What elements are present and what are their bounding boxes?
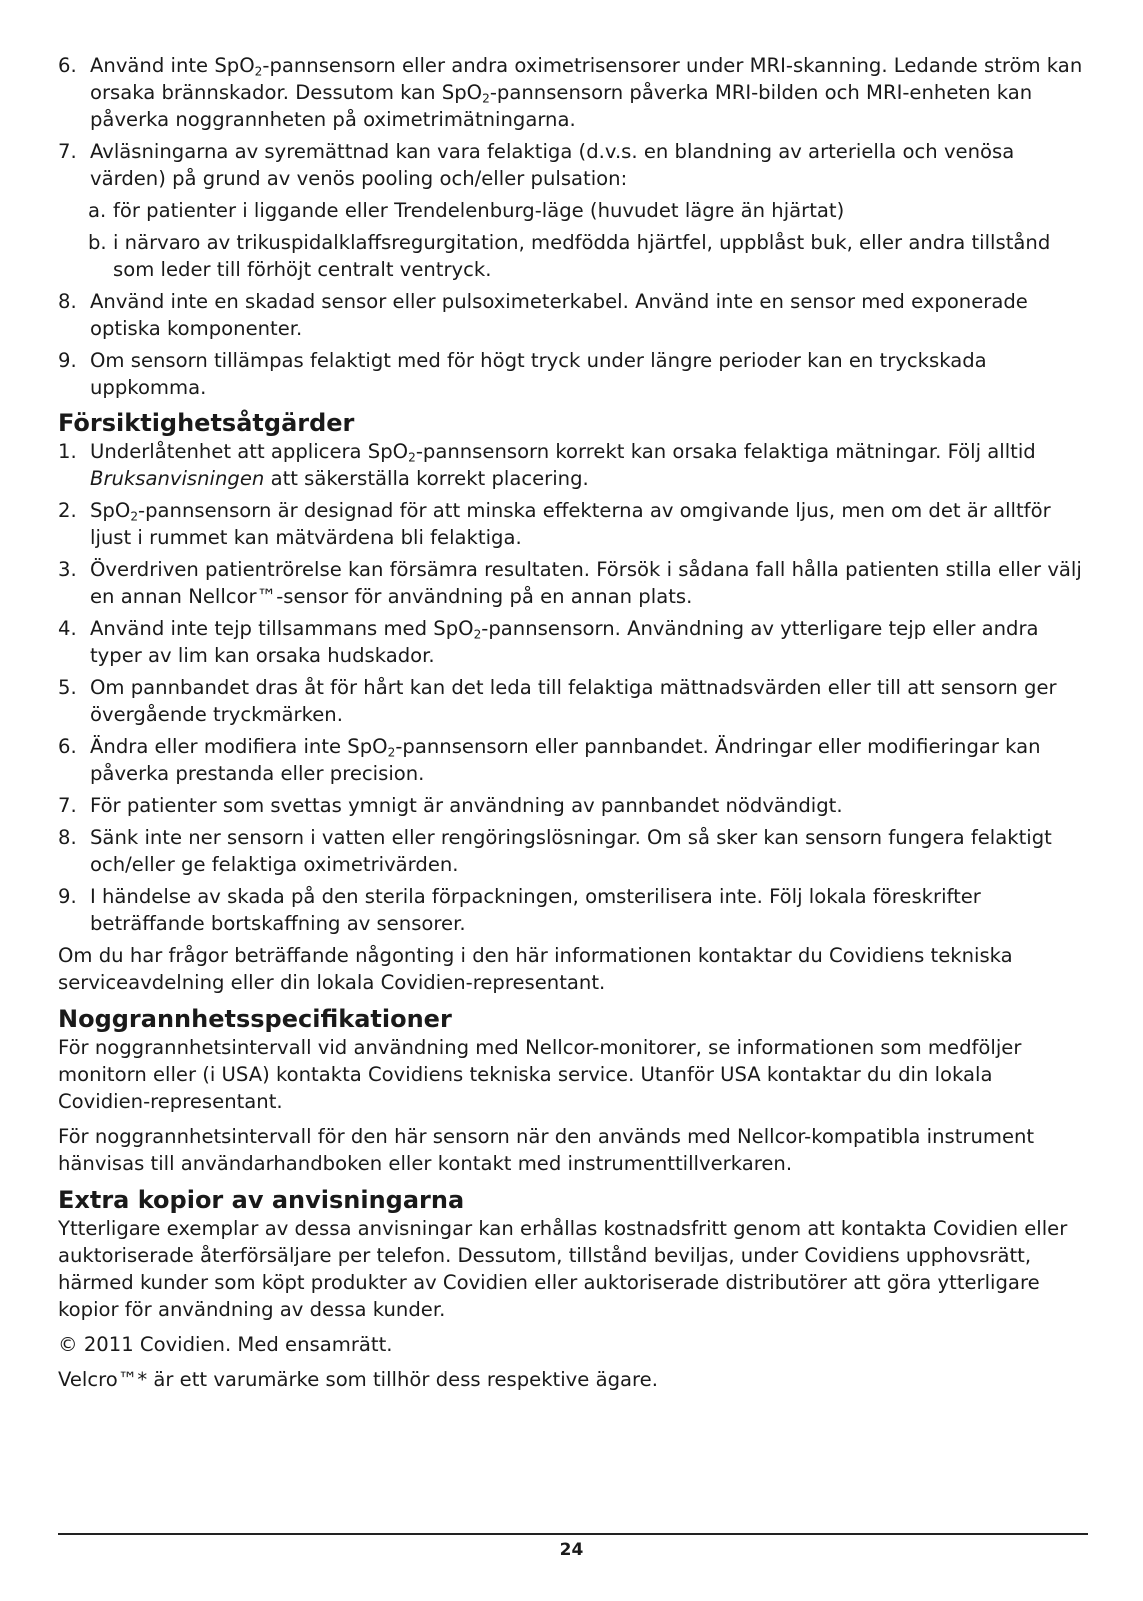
sub-list-item: b. i närvaro av trikuspidalklaffsregurgitation, medfödda hjärtfel, uppblåst buk, eller andra tillstånd som leder till förhöjt centralt ventryck. [88, 231, 1051, 281]
section-heading-precautions: Försiktighetsåtgärder [58, 409, 355, 437]
list-item: 4. Använd inte tejp tillsammans med SpO$_2$-pannsensorn. Användning av ytterligare tejp eller andra typer av lim kan orsaka hudskador. [58, 617, 1039, 667]
item-number: 4. [58, 617, 77, 640]
list-item: 1. Underlåtenhet att applicera SpO$_2$-pannsensorn korrekt kan orsaka felaktiga mätningar. Följ alltid Bruksanvisningen att säkerställa korrekt placering. [58, 440, 1036, 490]
copyright-notice: © 2011 Covidien. Med ensamrätt. [58, 1333, 393, 1356]
page-number: 24 [559, 1540, 584, 1560]
item-number: 5. [58, 676, 77, 699]
item-number: 8. [58, 826, 77, 849]
precautions-closing: Om du har frågor beträffande någonting i den här informationen kontaktar du Covidiens tekniska serviceavdelning eller din lokala Covidien-representant. [58, 944, 1013, 994]
list-item: 6. Använd inte SpO$_2$-pannsensorn eller andra oximetrisensorer under MRI-skanning. Ledande ström kan orsaka brännskador. Dessutom kan SpO$_2$-pannsensorn påverka MRI-bilden och MRI-enheten kan påverka noggrannheten på oximetrimätningarna. [58, 54, 1083, 131]
list-item: 6. Ändra eller modifiera inte SpO$_2$-pannsensorn eller pannbandet. Ändringar eller modifieringar kan påverka prestanda eller precision. [58, 735, 1041, 785]
item-number: 8. [58, 290, 77, 313]
item-number: 3. [58, 558, 77, 581]
item-number: 7. [58, 794, 77, 817]
copies-paragraph: Ytterligare exemplar av dessa anvisningar kan erhållas kostnadsfritt genom att kontakta Covidien eller auktoriserade återförsäljare per telefon. Dessutom, tillstånd beviljas, under Covidiens upphovsrätt, härmed kunder som köpt produkter av Covidien eller auktoriserade distributörer att göra ytterligare kopior för användning av dessa kunder. [58, 1217, 1068, 1321]
section-heading-copies: Extra kopior av anvisningarna [58, 1186, 465, 1214]
list-item: 8. Sänk inte ner sensorn i vatten eller rengöringslösningar. Om så sker kan sensorn fungera felaktigt och/eller ge felaktiga oximetrivärden. [58, 826, 1052, 876]
document-body [58, 52, 1088, 1401]
item-number: 9. [58, 349, 77, 372]
list-item: 8. Använd inte en skadad sensor eller pulsoximeterkabel. Använd inte en sensor med exponerade optiska komponenter. [58, 290, 1028, 340]
section-heading-accuracy: Noggrannhetsspecifikationer [58, 1005, 452, 1033]
item-number: 2. [58, 499, 77, 522]
item-number: 6. [58, 735, 77, 758]
item-letter: b. [88, 231, 107, 254]
accuracy-paragraph-1: För noggrannhetsintervall vid användning med Nellcor-monitorer, se informationen som medföljer monitorn eller (i USA) kontakta Covidiens tekniska service. Utanför USA kontaktar du din lokala Covidien-representant. [58, 1036, 1022, 1113]
list-item: 9. I händelse av skada på den sterila förpackningen, omsterilisera inte. Följ lokala föreskrifter beträffande bortskaffning av sensorer. [58, 885, 981, 935]
list-item: 2. SpO$_2$-pannsensorn är designad för att minska effekterna av omgivande ljus, men om det är alltför ljust i rummet kan mätvärdena bli felaktiga. [58, 499, 1051, 549]
trademark-notice: Velcro™* är ett varumärke som tillhör dess respektive ägare. [58, 1368, 658, 1391]
list-item: 7. Avläsningarna av syremättnad kan vara felaktiga (d.v.s. en blandning av arteriella och venösa värden) på grund av venös pooling och/eller pulsation: [58, 140, 1015, 190]
list-item: 5. Om pannbandet dras åt för hårt kan det leda till felaktiga mättnadsvärden eller till att sensorn ger övergående tryckmärken. [58, 676, 1057, 726]
precautions-list [58, 438, 1088, 937]
accuracy-paragraph-2: För noggrannhetsintervall för den här sensorn när den används med Nellcor-kompatibla instrument hänvisas till användarhandboken eller kontakt med instrumenttillverkaren. [58, 1125, 1035, 1175]
item-letter: a. [88, 199, 107, 222]
footer-divider [58, 1533, 1088, 1535]
item-number: 6. [58, 54, 77, 77]
warnings-list [58, 52, 1088, 401]
list-item: 7. För patienter som svettas ymnigt är användning av pannbandet nödvändigt. [58, 794, 843, 817]
item-number: 7. [58, 140, 77, 163]
item-number: 1. [58, 440, 77, 463]
item-number: 9. [58, 885, 77, 908]
sub-list-item: a. för patienter i liggande eller Trendelenburg-läge (huvudet lägre än hjärtat) [88, 199, 845, 222]
list-item: 3. Överdriven patientrörelse kan försämra resultaten. Försök i sådana fall hålla patienten stilla eller välj en annan Nellcor™-sensor för användning på en annan plats. [58, 558, 1082, 608]
list-item: 9. Om sensorn tillämpas felaktigt med för högt tryck under längre perioder kan en tryckskada uppkomma. [58, 349, 987, 399]
